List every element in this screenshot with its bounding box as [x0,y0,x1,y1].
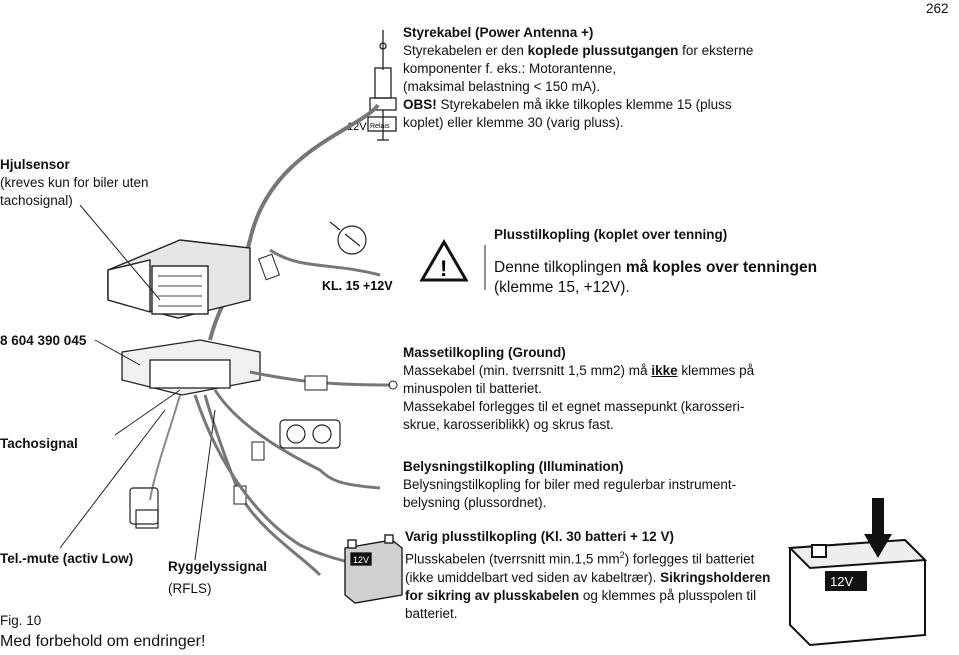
figure-label: Fig. 10 [0,613,42,628]
large-battery-label: 12V [830,574,854,589]
text-run: klemmes på [677,363,755,378]
reverse-block [168,558,267,598]
ground-heading: Massetilkopling (Ground) [403,345,566,360]
superscript: 2 [619,550,625,560]
bold-run: koplede plussutgangen [527,43,679,58]
illumination-block [403,458,823,512]
warning-exclamation: ! [440,256,448,281]
relay-voltage-label: 12V [347,121,367,133]
large-battery-drawing [790,540,925,645]
ground-line3: Massekabel forlegges til et egnet massepunkt (karosseri- [403,399,745,414]
power-antenna-line2: komponenter f. eks.: Motorantenne, [403,61,617,76]
power-antenna-line3: (maksimal belastning < 150 mA). [403,79,600,94]
ground-line1 [403,362,823,380]
small-battery-label: 12V [353,555,370,565]
ignition-cable [270,250,380,275]
tacho-signal-label: Tachosignal [0,436,78,451]
telephone-drawing [130,488,158,528]
relay-label: Relais [370,123,390,130]
text-run: og klemmes på plusspolen til [579,587,757,603]
underlined-run: ikke [651,363,678,378]
battery-plus-block [405,528,785,623]
illumination-line1: Belysningstilkopling for biler med regulerbar instrument- [403,477,737,492]
ground-connector [305,376,327,390]
text-run: Massekabel (min. tverrsnitt 1,5 mm2) må [403,363,652,378]
bold-run: Sikringsholderen [660,569,771,585]
text-run: ) forlegges til batteriet [624,551,755,567]
tel-mute-label: Tel.-mute (activ Low) [0,551,134,566]
reverse-leader [195,410,215,560]
footer-note: Med forbehold om endringer! [0,633,206,650]
reverse-heading: Ryggelyssignal [168,559,268,574]
ground-block [403,344,823,434]
illumination-heading: Belysningstilkopling (Illumination) [403,459,624,474]
part-number: 8 604 390 045 [0,333,87,348]
obs-label: OBS! [403,97,437,112]
power-antenna-heading: Styrekabel (Power Antenna +) [403,25,594,40]
text-run: Denne tilkoplingen [494,259,626,276]
ground-eyelet [389,381,397,389]
plus-connection-line2: (klemme 15, +12V). [494,279,630,296]
wheel-sensor-line1: (kreves kun for biler uten [0,175,149,190]
plus-connection-body [494,258,894,298]
text-run: Plusskabelen (tverrsnitt min.1,5 mm [405,551,620,567]
wheel-sensor-heading: Hjulsensor [0,157,70,172]
bold-run: må koples over tenningen [625,259,818,276]
ground-line4: skrue, karosseriblikk) og skrus fast. [403,417,614,432]
battery-plus-line4: batteriet. [405,605,458,621]
power-antenna-block [403,24,823,132]
illumination-connector [252,442,264,460]
dashboard-gauges-drawing [280,420,340,448]
text-run: (ikke umiddelbart ved siden av kabeltrær). [405,569,661,585]
text-run: Styrekabelen er den [403,43,528,58]
text-run: Styrekabelen må ikke tilkoples klemme 15 (pluss [436,97,732,112]
wheel-sensor-line2: tachosignal) [0,193,73,208]
kl15-label: KL. 15 +12V [322,279,393,293]
harness-box-drawing [122,340,260,395]
page-number: 262 [926,1,949,16]
power-antenna-line5: koplet) eller klemme 30 (varig pluss). [403,115,624,130]
wheel-sensor-block [0,156,200,210]
reverse-sub: (RFLS) [168,581,212,596]
plus-connection-heading: Plusstilkopling (koplet over tenning) [494,227,728,242]
text-run: for eksterne [678,43,754,58]
ignition-connector [259,254,280,279]
illumination-line2: belysning (plussordnet). [403,495,547,510]
power-antenna-line4 [403,96,823,114]
illumination-cable [215,390,380,488]
tel-mute-leader [60,410,165,548]
ignition-switch-drawing [330,222,366,254]
antenna-cable [210,105,378,340]
battery-plus-line2 [405,569,785,587]
plus-connection-line1 [494,258,894,278]
battery-plus-line3 [405,587,785,605]
ground-line2: minuspolen til batteriet. [403,381,542,396]
power-antenna-line1 [403,42,823,60]
battery-plus-heading: Varig plusstilkopling (Kl. 30 batteri + 12 V) [405,529,674,544]
battery-plus-line1 [405,546,785,569]
small-battery-drawing [345,535,402,603]
bold-run: for sikring av plusskabelen [405,587,580,603]
head-unit-drawing [108,240,250,318]
